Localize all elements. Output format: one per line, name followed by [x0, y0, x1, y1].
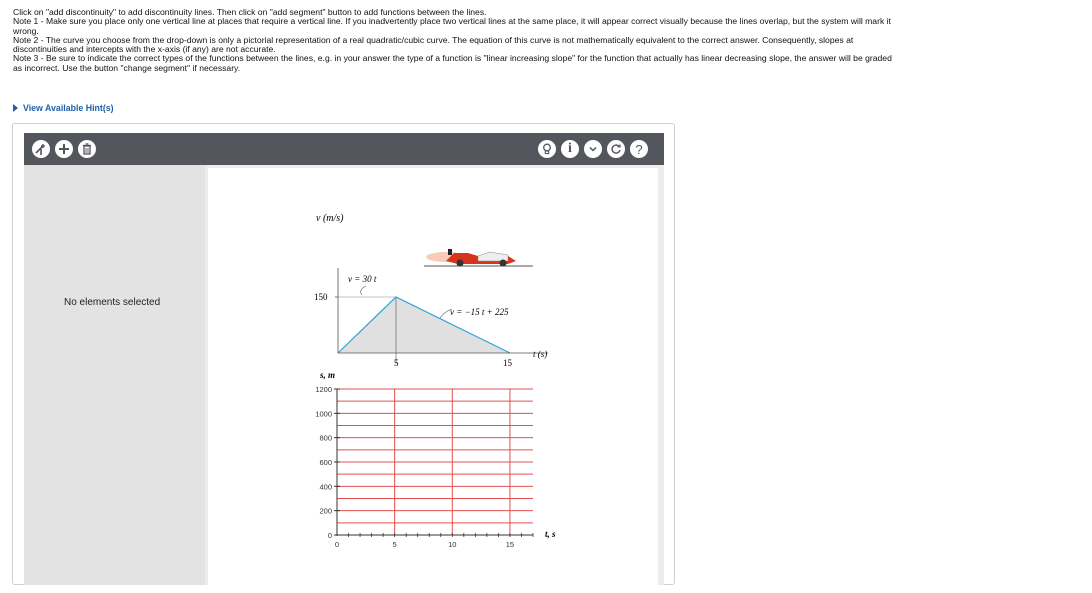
st-y-tick-label: 0: [327, 531, 332, 540]
reset-button[interactable]: [607, 140, 625, 158]
note-3: Note 3 - Be sure to indicate the correct types of the functions between the lines, e.g. in your answer the type of a function is "linear increasing slope" for the function that actually has linear decreasing slope, the answer will be graded: [13, 53, 892, 64]
graph-tool-panel: [12, 123, 675, 585]
selection-sidebar: [24, 165, 205, 585]
note-2-cont: discontinuities and intercepts with the x-axis (if any) are not accurate.: [13, 44, 276, 55]
info-button[interactable]: [561, 140, 579, 158]
reset-icon: [609, 142, 623, 156]
dropdown-button[interactable]: [584, 140, 602, 158]
eq1-leader: [361, 286, 366, 295]
vt-x-tick-5: 5: [394, 358, 399, 368]
st-x-tick-label: 0: [334, 540, 340, 549]
lightbulb-icon: [540, 142, 554, 156]
add-segment-button[interactable]: [55, 140, 73, 158]
st-y-label: s, m: [320, 370, 336, 380]
note-1: Note 1 - Make sure you place only one vertical line at places that require a vertical line. If you inadvertently place two vertical lines at the same place, it will appear correct visually because the lines overlap, but the system will mark it: [13, 16, 891, 27]
note-3-cont: as incorrect. Use the button "change segment" if necessary.: [13, 62, 241, 73]
race-car-image: [424, 249, 533, 267]
plus-icon: [57, 142, 71, 156]
graph-canvas[interactable]: [208, 168, 658, 588]
graph-canvas-area: [205, 165, 664, 585]
graphs-svg: [208, 168, 658, 588]
chevron-down-icon: [586, 142, 600, 156]
add-discontinuity-button[interactable]: [32, 140, 50, 158]
st-ticks: [315, 385, 533, 549]
st-y-tick-label: 1200: [315, 385, 332, 394]
st-y-tick-label: 200: [319, 506, 332, 516]
add-discontinuity-icon: [34, 142, 48, 156]
st-y-tick-label: 600: [319, 458, 332, 467]
st-x-label: t, s: [545, 529, 556, 539]
question-icon: ?: [635, 141, 643, 157]
instructions: [13, 8, 1091, 73]
st-graph: [315, 370, 556, 549]
st-y-tick-label: 400: [319, 482, 332, 492]
instruction-line: Click on "add discontinuity" to add discontinuity lines. Then click on "add segment" button to add functions between the lines.: [13, 7, 487, 17]
note-2: Note 2 - The curve you choose from the drop-down is only a pictorial representation of a real quadratic/cubic curve. The equation of this curve is not mathematically equivalent to the correct answer. Consequently, slopes at: [13, 34, 854, 45]
vt-y-label: v (m/s): [316, 213, 344, 224]
view-hints-label: View Available Hint(s): [23, 103, 114, 113]
note-1-cont: wrong.: [13, 25, 39, 36]
vt-eq1: v = 30 t: [348, 274, 377, 284]
view-hints-link[interactable]: [13, 103, 114, 113]
st-y-tick-label: 1000: [315, 409, 332, 419]
delete-button[interactable]: [78, 140, 96, 158]
st-grid: [337, 389, 533, 535]
vt-graph: [314, 213, 548, 368]
vt-y-tick-label: 150: [314, 292, 328, 302]
hint-button[interactable]: [538, 140, 556, 158]
selection-status: No elements selected: [64, 297, 161, 308]
vt-eq2: v = −15 t + 225: [450, 307, 509, 317]
st-y-tick-label: 800: [319, 433, 332, 443]
trash-icon: [80, 142, 94, 156]
st-x-tick-label: 10: [448, 540, 457, 549]
vt-x-label: t (s): [533, 349, 548, 359]
vt-area: [338, 297, 510, 353]
expand-triangle-icon: [13, 104, 18, 112]
help-button[interactable]: [630, 140, 648, 158]
st-x-tick-label: 5: [392, 540, 397, 549]
vt-x-tick-15: 15: [503, 358, 512, 368]
info-icon: i: [568, 141, 572, 156]
toolbar: [24, 133, 664, 165]
st-x-tick-label: 15: [505, 540, 515, 549]
